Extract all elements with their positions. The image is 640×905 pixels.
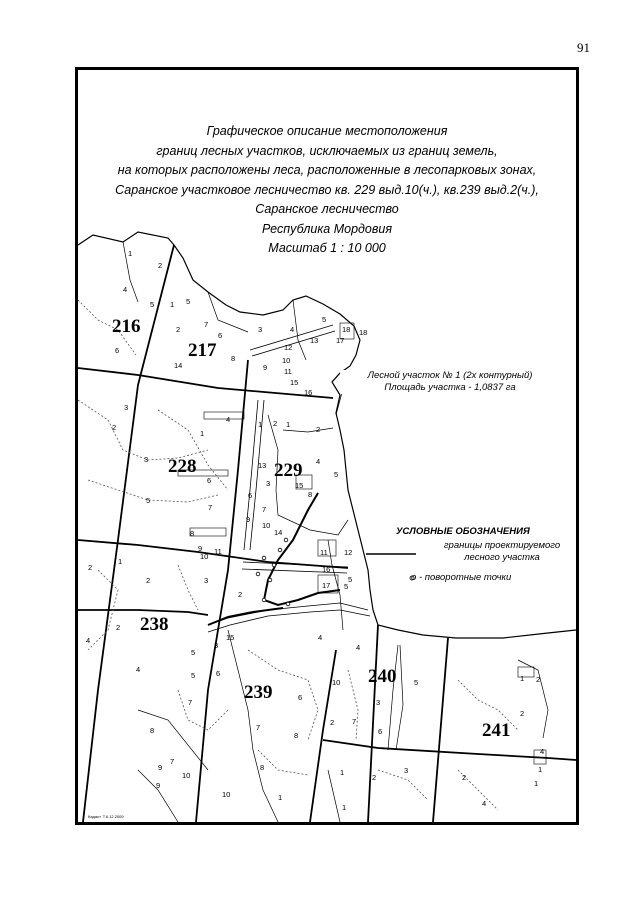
plot-boundary: [328, 770, 340, 822]
plot-rect: [190, 528, 226, 536]
callout-line2: Площадь участка - 1,0837 га: [384, 382, 516, 393]
plot-number: 4: [356, 643, 361, 652]
title-line: Саранское лесничество: [255, 202, 399, 216]
plot-number: 3: [204, 576, 209, 585]
plot-number: 8: [150, 726, 155, 735]
plot-number: 5: [150, 300, 155, 309]
plot-number: 6: [298, 693, 303, 702]
plot-number: 1: [118, 557, 123, 566]
plot-number: 2: [158, 261, 163, 270]
legend-points-symbol: о: [411, 572, 417, 583]
plot-number: 6: [207, 476, 212, 485]
plot-number: 8: [308, 490, 313, 499]
plot-number: 8: [190, 529, 195, 538]
plot-number: 1: [534, 779, 539, 788]
plot-number: 2: [316, 425, 321, 434]
plot-number: 6: [378, 727, 383, 736]
plot-number: 3: [404, 766, 409, 775]
plot-number: 16: [322, 565, 331, 574]
quarter-216: 216: [112, 316, 141, 337]
road: [252, 331, 335, 356]
plot-number: 2: [112, 423, 117, 432]
legend-points-text: - поворотные точки: [418, 572, 512, 583]
plot-number: 2: [146, 576, 151, 585]
map-title: [78, 122, 576, 259]
plot-number: 1: [170, 300, 175, 309]
plot-boundary: [388, 645, 398, 750]
legend-boundary-line1: границы проектируемого: [443, 540, 561, 551]
plot-number: 4: [86, 636, 91, 645]
plot-number: 6: [248, 491, 253, 500]
plot-number: 14: [274, 528, 283, 537]
quarter-217: 217: [188, 340, 217, 361]
plot-number: 10: [262, 521, 271, 530]
dotted-boundary: [348, 670, 358, 740]
plot-number: 3: [144, 455, 149, 464]
dotted-boundary: [258, 750, 308, 775]
plot-number: 4: [136, 665, 141, 674]
plot-number: 4: [316, 457, 321, 466]
plot-number: 2: [372, 773, 377, 782]
parcel-callout: [340, 370, 560, 394]
plot-number: 1: [278, 793, 283, 802]
quarter-line: [368, 625, 381, 822]
plot-rect: [204, 412, 244, 419]
footer-note: Кадаст. Т.6.12.2009: [88, 814, 124, 819]
plot-number: 9: [156, 781, 161, 790]
plot-number: 1: [286, 420, 291, 429]
title-line: Графическое описание местоположения: [206, 124, 448, 138]
plot-number: 17: [336, 336, 345, 345]
plot-number: 5: [322, 315, 327, 324]
plot-number: 2: [238, 590, 243, 599]
plot-number: 2: [536, 675, 541, 684]
plot-number: 2: [330, 718, 335, 727]
plot-boundary: [138, 770, 178, 822]
plot-number: 9: [246, 515, 251, 524]
quarter-229: 229: [274, 460, 303, 481]
plot-number: 1: [520, 674, 525, 683]
legend-points-label: [411, 572, 511, 583]
plot-boundary: [293, 300, 306, 360]
plot-boundary: [518, 660, 548, 738]
plot-number: 2: [116, 623, 121, 632]
plot-number: 5: [334, 470, 339, 479]
plot-number: 5: [146, 496, 151, 505]
plot-number: 2: [273, 419, 278, 428]
quarter-239: 239: [244, 682, 273, 703]
plot-number: 5: [186, 297, 191, 306]
plot-number: 18: [359, 328, 368, 337]
plot-number: 7: [262, 505, 267, 514]
plot-number: 8: [231, 354, 236, 363]
dotted-boundary: [178, 565, 198, 610]
plot-number: 1: [538, 765, 543, 774]
callout-line1: Лесной участок № 1 (2х контурный): [367, 370, 533, 381]
plot-number: 3: [266, 479, 271, 488]
plot-number: 1: [342, 803, 347, 812]
plot-number: 2: [462, 773, 467, 782]
plot-number: 12: [284, 343, 293, 352]
plot-number: 4: [482, 799, 487, 808]
plot-number: 7: [352, 717, 357, 726]
plot-number: 5: [191, 648, 196, 657]
plot-number: 3: [258, 325, 263, 334]
plot-number: 5: [414, 678, 419, 687]
plot-number: 5: [348, 575, 353, 584]
plot-number: 13: [258, 461, 267, 470]
quarter-241: 241: [482, 720, 511, 741]
plot-boundary: [396, 645, 403, 750]
plot-number: 3: [214, 641, 219, 650]
plot-number: 11: [214, 547, 222, 556]
plot-number: 4: [123, 285, 128, 294]
plot-number: 8: [294, 731, 299, 740]
plot-number: 7: [188, 698, 193, 707]
plot-number: 6: [218, 331, 223, 340]
plot-number: 13: [310, 336, 319, 345]
road: [208, 610, 370, 632]
quarter-228: 228: [168, 456, 197, 477]
plot-number: 1: [200, 429, 205, 438]
plot-number: 1: [128, 249, 133, 258]
plot-number: 18: [342, 325, 351, 334]
title-line: Саранское участковое лесничество кв. 229 выд.10(ч.), кв.239 выд.2(ч.),: [115, 182, 539, 197]
plot-number: 14: [174, 361, 183, 370]
quarter-line: [433, 638, 448, 822]
plot-number: 10: [200, 552, 209, 561]
dotted-boundary: [78, 400, 208, 460]
plot-number: 8: [260, 763, 265, 772]
quarter-238: 238: [140, 614, 169, 635]
plot-number: 7: [170, 757, 175, 766]
plot-number: 9: [158, 763, 163, 772]
plot-number: 3: [376, 698, 381, 707]
page-number: 91: [577, 40, 590, 55]
plot-number: 10: [222, 790, 231, 799]
plot-number: 12: [344, 548, 353, 557]
title-line: границ лесных участков, исключаемых из границ земель,: [156, 143, 498, 158]
map-frame: [75, 67, 579, 825]
plot-number: 15: [226, 633, 235, 642]
plot-number: 4: [290, 325, 295, 334]
title-line: Республика Мордовия: [261, 221, 393, 236]
plot-number: 15: [290, 378, 299, 387]
plot-number: 4: [226, 415, 231, 424]
plot-number: 9: [263, 363, 268, 372]
plot-number: 15: [295, 481, 304, 490]
plot-number: 16: [304, 388, 313, 397]
plot-number: 4: [540, 747, 545, 756]
title-line: на которых расположены леса, расположенные в лесопарковых зонах,: [117, 163, 537, 177]
plot-number: 10: [332, 678, 341, 687]
plot-number: 6: [115, 346, 120, 355]
plot-number: 17: [322, 581, 331, 590]
road: [244, 400, 258, 550]
plot-number: 5: [344, 582, 349, 591]
dotted-boundary: [378, 770, 428, 800]
plot-number: 10: [282, 356, 291, 365]
legend-boundary-label: [426, 540, 578, 564]
plot-number: 11: [284, 367, 292, 376]
quarter-240: 240: [368, 666, 397, 687]
dotted-boundary: [158, 410, 231, 490]
plot-number: 5: [191, 671, 196, 680]
plot-number: 7: [208, 503, 213, 512]
quarter-line: [310, 650, 336, 822]
plot-number: 2: [520, 709, 525, 718]
title-line: Масштаб 1 : 10 000: [268, 241, 386, 255]
plot-boundary: [283, 428, 333, 432]
plot-number: 9: [198, 544, 203, 553]
dotted-boundary: [88, 480, 218, 502]
plot-boundary: [228, 630, 278, 822]
legend-boundary-line2: лесного участка: [464, 552, 540, 563]
plot-number: 11: [320, 548, 328, 557]
legend-title: УСЛОВНЫЕ ОБОЗНАЧЕНИЯ: [396, 526, 530, 537]
plot-number: 7: [256, 723, 261, 732]
plot-number: 4: [318, 633, 323, 642]
plot-number: 1: [340, 768, 345, 777]
plot-number: 10: [182, 771, 191, 780]
plot-number: 7: [204, 320, 209, 329]
plot-number: 1: [258, 420, 263, 429]
plot-number: 2: [176, 325, 181, 334]
plot-number: 6: [216, 669, 221, 678]
dotted-boundary: [178, 690, 228, 730]
plot-number: 2: [88, 563, 93, 572]
plot-number: 3: [124, 403, 129, 412]
